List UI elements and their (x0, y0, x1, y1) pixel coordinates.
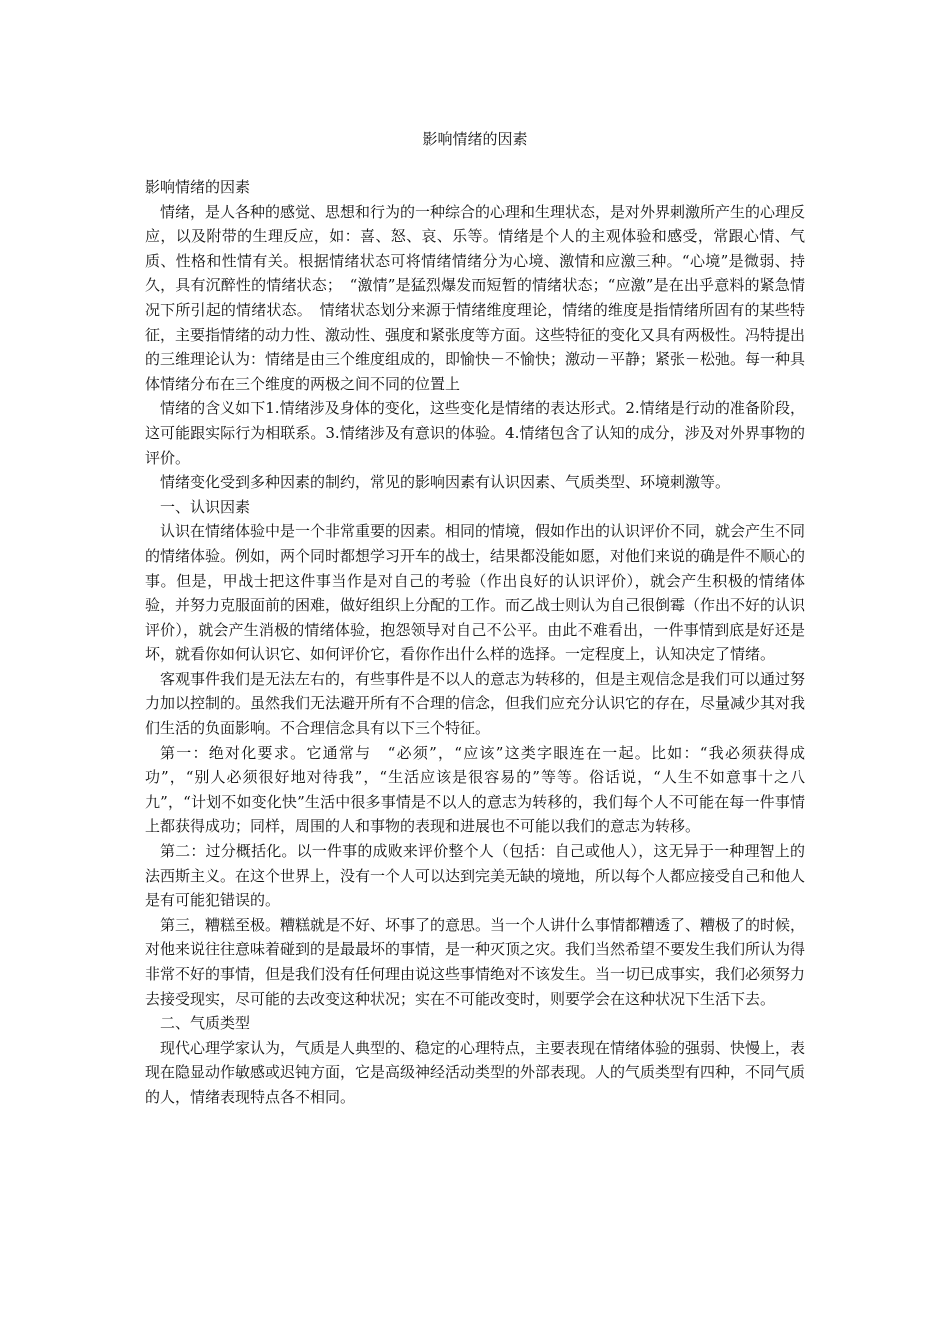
document-body (145, 175, 805, 1110)
section-heading: 影响情绪的因素 (145, 178, 251, 196)
paragraph: 认识在情绪体验中是一个非常重要的因素。相同的情境，假如作出的认识评价不同，就会产生不同的情绪体验。例如，两个同时都想学习开车的战士，结果都没能如愿，对他们来说的确是件不顺心的事。但是，甲战士把这件事当作是对自己的考验（作出良好的认识评价），就会产生积极的情绪体验，并努力克服面前的困难，做好组织上分配的工作。而乙战士则认为自己很倒霉（作出不好的认识评价），就会产生消极的情绪体验，抱怨领导对自己不公平。由此不难看出，一件事情到底是好还是坏，就看你如何认识它、如何评价它，看你作出什么样的选择。一定程度上，认知决定了情绪。 (145, 522, 806, 664)
paragraph: 情绪变化受到多种因素的制约，常见的影响因素有认识因素、气质类型、环境刺激等。 (160, 473, 731, 492)
paragraph: 情绪，是人各种的感觉、思想和行为的一种综合的心理和生理状态，是对外界刺激所产生的心理反应，以及附带的生理反应，如：喜、怒、哀、乐等。情绪是个人的主观体验和感受，常跟心情、气质、性格和性情有关。根据情绪状态可将情绪情绪分为心境、激情和应激三种。“心境”是微弱、持久，具有沉醉性的情绪状态； “激情”是猛烈爆发而短暂的情绪状态；“应激”是在出乎意料的紧急情况下所引起的情绪状态。 情绪状态划分来源于情绪维度理论，情绪的维度是指情绪所固有的某些特征，主要指情绪的动力性、激动性、强度和紧张度等方面。这些特征的变化又具有两极性。冯特提出的三维理论认为：情绪是由三个维度组成的，即愉快－不愉快；激动－平静；紧张－松弛。每一种具体情绪分布在三个维度的两极之间不同的位置上 (145, 202, 806, 393)
document-title: 影响情绪的因素 (422, 130, 528, 148)
paragraph: 一、认识因素 (160, 497, 251, 516)
paragraph: 客观事件我们是无法左右的，有些事件是不以人的意志为转移的，但是主观信念是我们可以通过努力加以控制的。虽然我们无法避开所有不合理的信念，但我们应充分认识它的存在，尽量减少其对我们生活的负面影响。不合理信念具有以下三个特征。 (145, 669, 806, 738)
paragraph: 情绪的含义如下1.情绪涉及身体的变化，这些变化是情绪的表达形式。2.情绪是行动的准备阶段，这可能跟实际行为相联系。3.情绪涉及有意识的体验。4.情绪包含了认知的成分，涉及对外界事物的评价。 (145, 399, 805, 467)
paragraph: 第三，糟糕至极。糟糕就是不好、坏事了的意思。当一个人讲什么事情都糟透了、糟极了的时候，对他来说往往意味着碰到的是最最坏的事情，是一种灭顶之灾。我们当然希望不要发生我们所认为得非常不好的事情，但是我们没有任何理由说这些事情绝对不该发生。当一切已成事实，我们必须努力去接受现实，尽可能的去改变这种状况；实在不可能改变时，则要学会在这种状况下生活下去。 (145, 915, 806, 1008)
paragraph: 第二：过分概括化。以一件事的成败来评价整个人（包括：自己或他人），这无异于一种理智上的法西斯主义。在这个世界上，没有一个人可以达到完美无缺的境地，所以每个人都应接受自己和他人是有可能犯错误的。 (145, 842, 806, 910)
paragraph: 第一：绝对化要求。它通常与 “必须”，“应该”这类字眼连在一起。比如：“我必须获得成功”，“别人必须很好地对待我”，“生活应该是很容易的”等等。俗话说，“人生不如意事十之八九”，“计划不如变化快”生活中很多事情是不以人的意志为转移的，我们每个人不可能在每一件事情上都获得成功；同样，周围的人和事物的表现和进展也不可能以我们的意志为转移。 (145, 743, 805, 836)
paragraph: 现代心理学家认为，气质是人典型的、稳定的心理特点，主要表现在情绪体验的强弱、快慢上，表现在隐显动作敏感或迟钝方面，它是高级神经活动类型的外部表现。人的气质类型有四种，不同气质的人，情绪表现特点各不相同。 (145, 1038, 806, 1106)
paragraph: 二、气质类型 (160, 1014, 251, 1033)
